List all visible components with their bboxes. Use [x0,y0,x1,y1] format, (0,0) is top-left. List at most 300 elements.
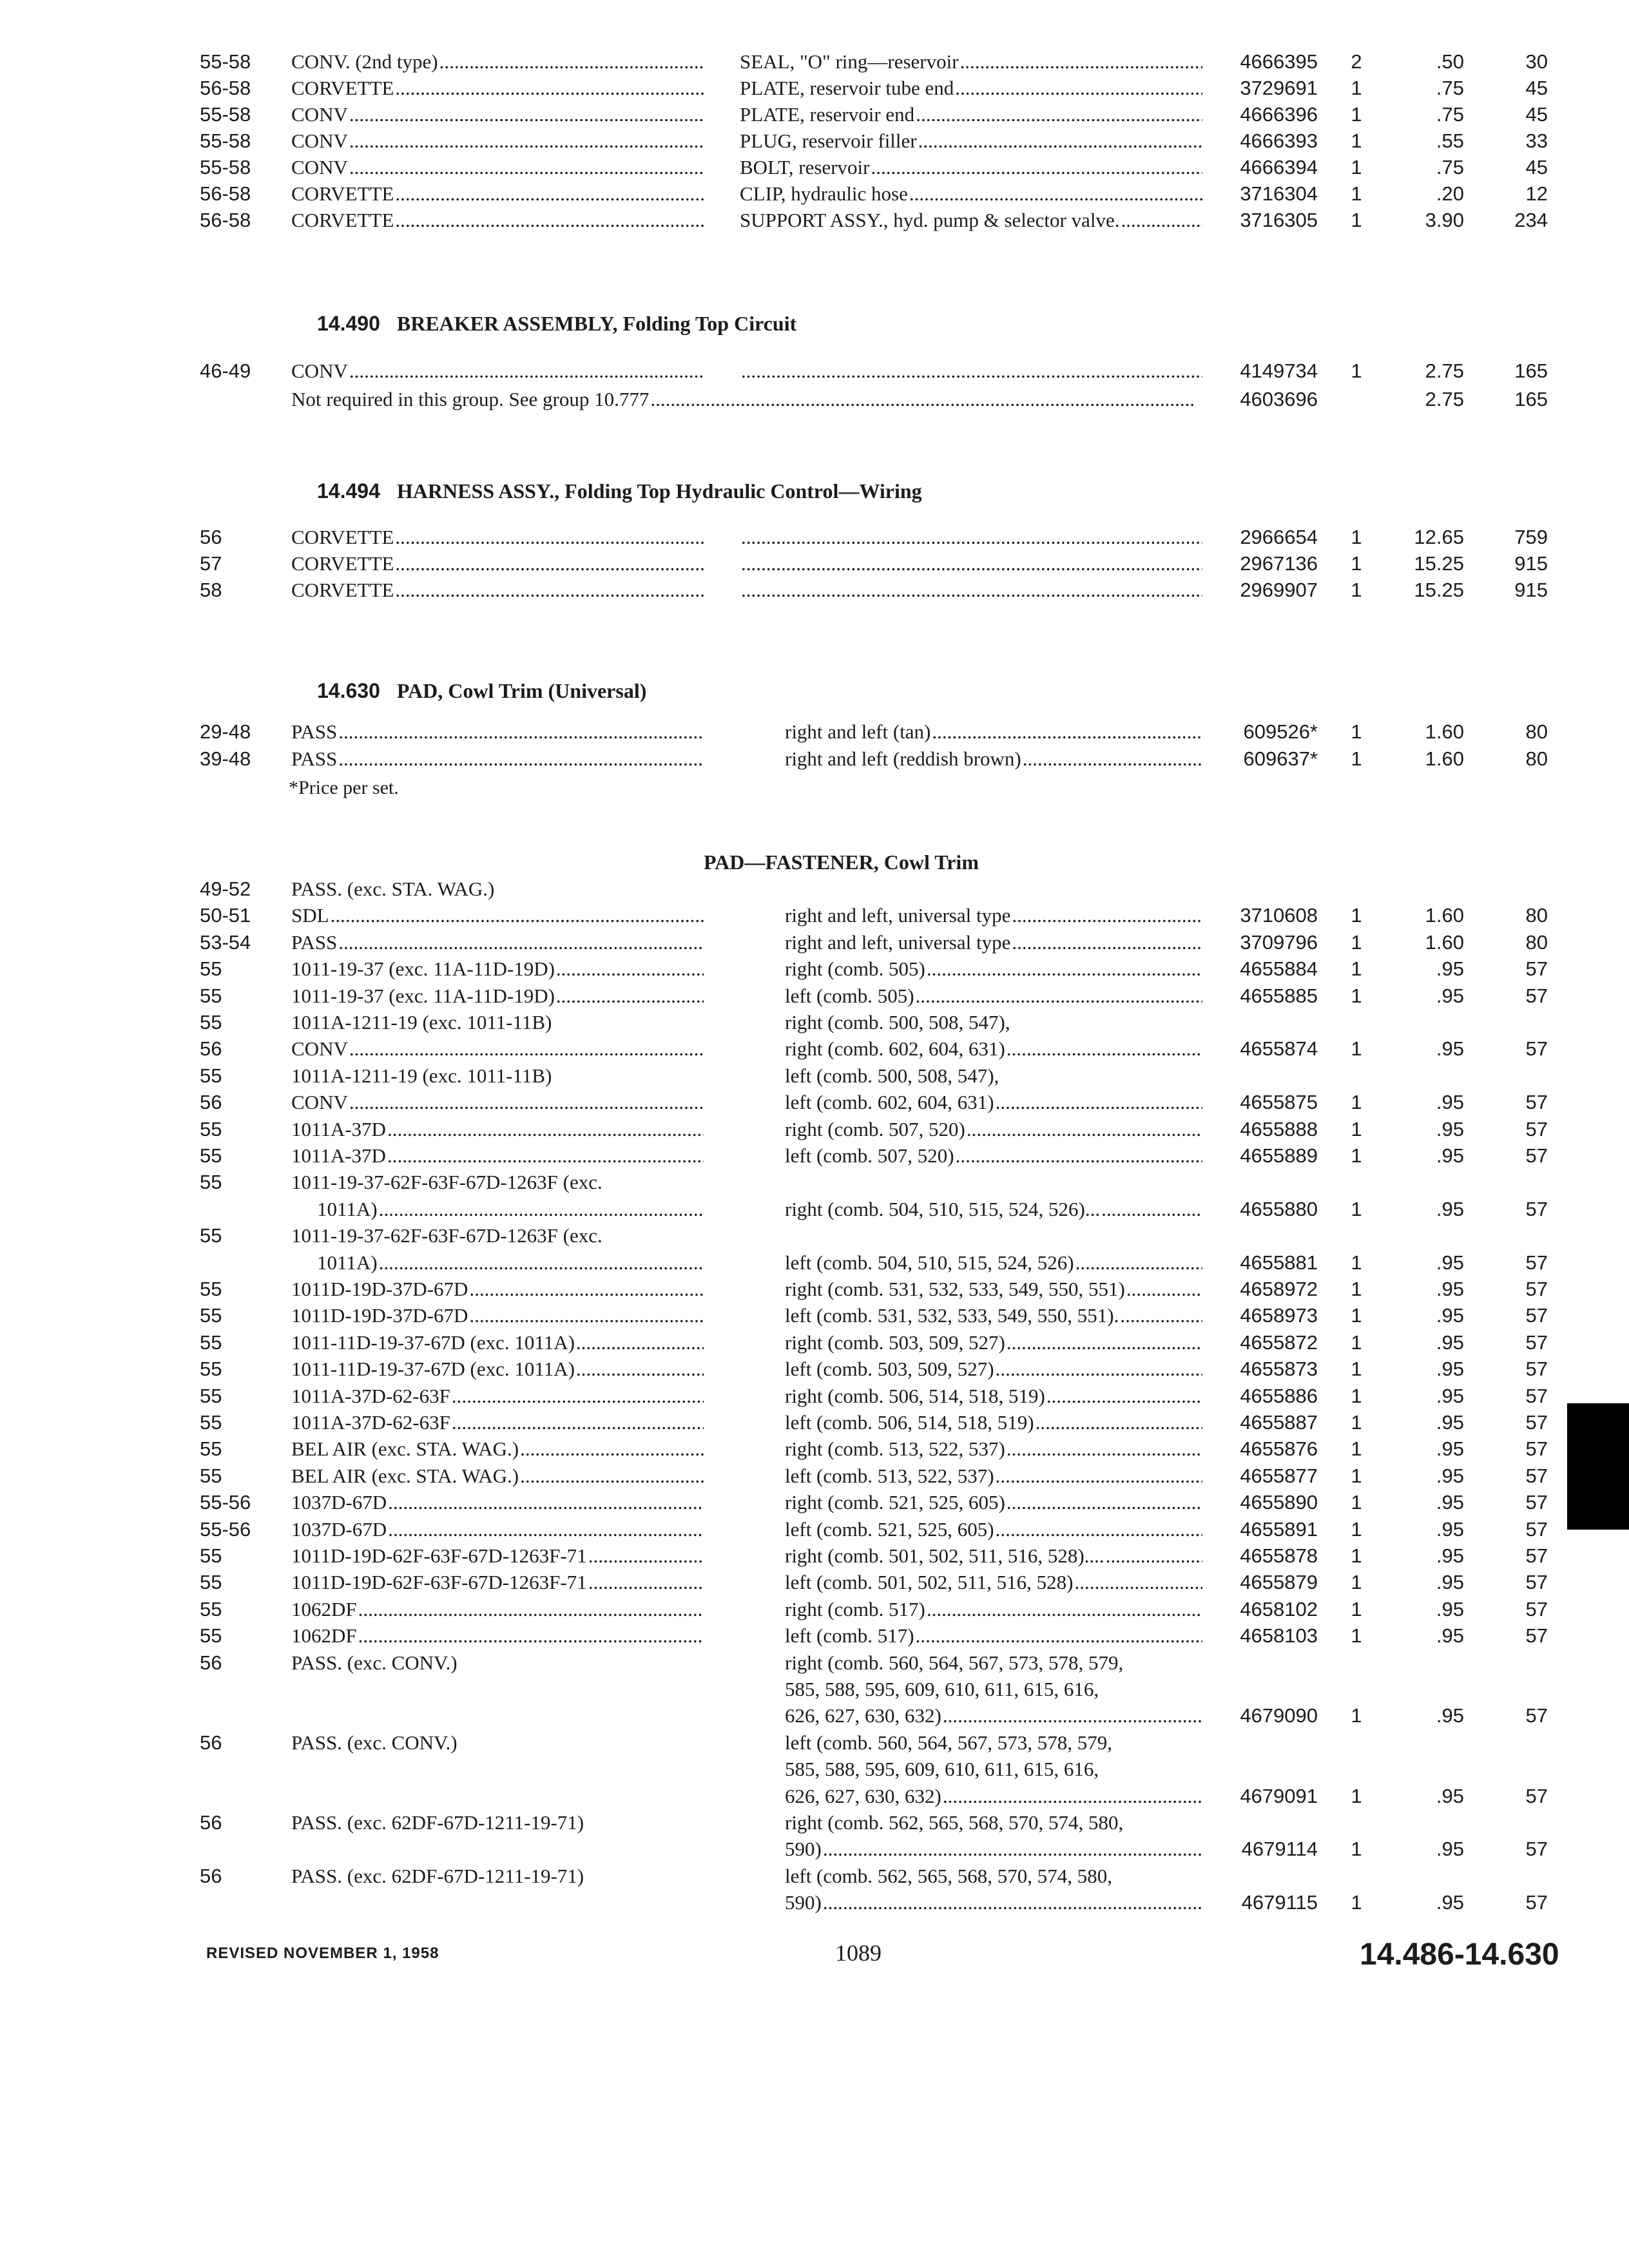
description: left (comb. 521, 525, 605) ..... [785,1517,1202,1542]
table-row [0,358,1629,384]
model-years: 55 [200,1011,222,1033]
section-number: 14.630 [317,679,380,702]
table-row [0,1090,1629,1115]
quantity: 1 [1351,1704,1362,1727]
description [740,551,1202,577]
model-years: 49-52 [200,878,251,900]
quantity: 1 [1351,156,1362,178]
model: 1011A-37D ..... [291,1117,704,1142]
list-price: .95 [1436,1384,1464,1407]
cents-price: 80 [1525,930,1548,954]
part-number: 4666395 [1240,50,1318,73]
description: left (comb. 500, 508, 547), [785,1064,999,1087]
cents-price: 57 [1525,1784,1548,1807]
cents-price: 57 [1525,1597,1548,1620]
quantity: 1 [1351,1384,1362,1407]
part-number: 3710608 [1240,904,1318,927]
model: SDL ..... [291,903,704,928]
cents-price: 57 [1525,1251,1548,1274]
list-price: .95 [1436,1091,1464,1114]
table-row [0,930,1629,956]
quantity: 1 [1351,209,1362,231]
part-number: 4149734 [1240,360,1318,382]
model-years: 39-48 [200,747,251,770]
table-row [0,1276,1629,1302]
table-row [0,1463,1629,1489]
model: PASS ..... [291,930,704,956]
section-title: PAD, Cowl Trim (Universal) [396,679,647,702]
list-price: .95 [1436,984,1464,1007]
model-years: 55-58 [200,130,251,152]
description: right (comb. 507, 520) ..... [785,1117,1202,1142]
model-years: 55 [200,1358,222,1381]
part-number: 4655886 [1240,1384,1318,1407]
quantity: 1 [1351,904,1362,927]
quantity: 1 [1351,984,1362,1007]
description: right and left (tan) ..... [785,719,1202,745]
cents-price: 45 [1525,103,1548,126]
table-row [0,983,1629,1009]
section-heading-14630 [317,678,646,704]
cents-price: 57 [1525,1464,1548,1487]
model: CONV ..... [291,1090,704,1115]
cents-price: 57 [1525,1331,1548,1354]
quantity: 1 [1351,1624,1362,1648]
model-years: 55 [200,1571,222,1594]
description: right (comb. 504, 510, 515, 524, 526)... ..... [785,1196,1202,1222]
quantity: 1 [1351,1411,1362,1434]
model: 1011A-1211-19 (exc. 1011-11B) [291,1064,552,1087]
cents-price: 57 [1525,1838,1548,1861]
quantity: 1 [1351,1597,1362,1620]
quantity: 1 [1351,1838,1362,1861]
model: PASS. (exc. 62DF-67D-1211-19-71) [291,1811,584,1834]
table-row [0,1623,1629,1649]
model-years: 55 [200,957,222,981]
model: 1062DF ..... [291,1623,704,1649]
table-row [0,181,1629,207]
model-years: 53-54 [200,930,251,954]
description: left (comb. 501, 502, 511, 516, 528) ..... [785,1570,1202,1595]
cents-price: 45 [1525,77,1548,99]
list-price: .95 [1436,1331,1464,1354]
quantity: 1 [1351,1464,1362,1487]
part-number: 3716304 [1240,182,1318,205]
description: 585, 588, 595, 609, 610, 611, 615, 616, [785,1678,1099,1700]
description: right (comb. 521, 525, 605) ..... [785,1490,1202,1515]
part-number: 4679114 [1241,1838,1318,1861]
model: 1011A) ..... [317,1196,704,1222]
model-years: 58 [200,579,222,601]
description: left (comb. 503, 509, 527) ..... [785,1356,1202,1382]
description: 626, 627, 630, 632) ..... [785,1783,1202,1809]
model: 1011A) ..... [317,1250,704,1276]
cents-price: 57 [1525,984,1548,1007]
description: left (comb. 560, 564, 567, 573, 578, 579, [785,1731,1113,1754]
quantity: 1 [1351,1278,1362,1300]
quantity: 1 [1351,1891,1362,1914]
cents-price: 57 [1525,1624,1548,1648]
model-years: 55 [200,1437,222,1461]
model: 1011-19-37-62F-63F-67D-1263F (exc. [291,1224,602,1247]
cents-price: 57 [1525,1384,1548,1407]
list-price: 15.25 [1414,579,1464,601]
model: CONV ..... [291,358,704,384]
list-price: .95 [1436,1464,1464,1487]
model: 1062DF ..... [291,1597,704,1622]
model: Not required in this group. See group 10.777 ..... [291,387,1193,412]
description: right (comb. 500, 508, 547), [785,1011,1010,1033]
cents-price: 57 [1525,1197,1548,1220]
table-row [0,956,1629,982]
model: 1037D-67D ..... [291,1490,704,1515]
model-years: 56 [200,1091,222,1114]
table-row [0,49,1629,75]
list-price: 1.60 [1425,720,1464,743]
list-price: .95 [1436,957,1464,981]
table-row [0,1490,1629,1515]
description: left (comb. 506, 514, 518, 519) ..... [785,1410,1202,1436]
model-years: 55 [200,1384,222,1407]
table-row [0,1517,1629,1542]
cents-price: 759 [1514,526,1548,548]
cents-price: 80 [1525,904,1548,927]
part-number: 4655879 [1240,1571,1318,1594]
part-number: 4655876 [1240,1437,1318,1461]
table-row [0,102,1629,128]
model-years: 57 [200,552,222,575]
cents-price: 57 [1525,1091,1548,1114]
part-number: 4655880 [1240,1197,1318,1220]
table-row [0,1677,1629,1702]
group-range: 14.486-14.630 [1360,1937,1559,1972]
part-number: 4655873 [1240,1358,1318,1381]
list-price: 2.75 [1425,388,1464,410]
description: PLATE, reservoir tube end ..... [740,75,1202,101]
list-price: .75 [1436,77,1464,99]
model-years: 56 [200,1651,222,1674]
quantity: 1 [1351,526,1362,548]
description [740,524,1202,550]
model: 1011D-19D-37D-67D ..... [291,1276,704,1302]
list-price: .95 [1436,1304,1464,1327]
model: CORVETTE ..... [291,181,704,207]
price-note: *Price per set. [289,777,399,798]
description: 626, 627, 630, 632) ..... [785,1703,1202,1729]
part-number: 4658102 [1240,1597,1318,1620]
table-row [0,719,1629,745]
model-years: 55-58 [200,156,251,178]
part-number: 4679115 [1241,1891,1318,1914]
quantity: 1 [1351,1197,1362,1220]
cents-price: 57 [1525,1571,1548,1594]
part-number: 4655890 [1240,1491,1318,1514]
part-number: 4658972 [1240,1278,1318,1300]
model: PASS ..... [291,746,704,772]
table-row [0,1410,1629,1436]
model-years: 46-49 [200,360,251,382]
description: right (comb. 513, 522, 537) ..... [785,1436,1202,1462]
cents-price: 45 [1525,156,1548,178]
list-price: .95 [1436,1517,1464,1541]
quantity: 1 [1351,1517,1362,1541]
part-number: 609526* [1243,720,1318,743]
model-years: 55 [200,1411,222,1434]
list-price: .95 [1436,1358,1464,1381]
part-number: 4666394 [1240,156,1318,178]
list-price: .95 [1436,1251,1464,1274]
model-years: 55 [200,1278,222,1300]
model-years: 55 [200,1144,222,1167]
list-price: .95 [1436,1437,1464,1461]
list-price: .95 [1436,1891,1464,1914]
cents-price: 915 [1514,552,1548,575]
cents-price: 80 [1525,747,1548,770]
table-row [0,75,1629,101]
cents-price: 57 [1525,1037,1548,1061]
model: BEL AIR (exc. STA. WAG.) ..... [291,1463,704,1489]
list-price: .95 [1436,1144,1464,1167]
list-price: .95 [1436,1838,1464,1861]
part-number: 4655885 [1240,984,1318,1007]
list-price: .95 [1436,1571,1464,1594]
table-row [0,876,1629,902]
table-row [0,1143,1629,1169]
description: right (comb. 505) ..... [785,956,1202,982]
description: right (comb. 501, 502, 511, 516, 528).... ..... [785,1543,1202,1569]
model: CORVETTE ..... [291,207,704,233]
model-years: 55-56 [200,1491,251,1514]
quantity: 1 [1351,1571,1362,1594]
part-number: 2966654 [1240,526,1318,548]
model-years: 56 [200,1864,222,1887]
model-years: 56-58 [200,209,251,231]
part-number: 4679090 [1240,1704,1318,1727]
model: PASS. (exc. CONV.) [291,1651,458,1674]
cents-price: 57 [1525,1358,1548,1381]
quantity: 1 [1351,1331,1362,1354]
model: 1011A-37D ..... [291,1143,704,1169]
table-row [0,1223,1629,1249]
list-price: .95 [1436,1278,1464,1300]
table-row [0,1196,1629,1222]
description [740,358,1202,384]
quantity: 1 [1351,1251,1362,1274]
table-row [0,1703,1629,1729]
cents-price: 165 [1514,388,1548,410]
model: 1037D-67D ..... [291,1517,704,1542]
list-price: .95 [1436,1411,1464,1434]
model: BEL AIR (exc. STA. WAG.) ..... [291,1436,704,1462]
model-years: 56 [200,1731,222,1754]
description: right (comb. 531, 532, 533, 549, 550, 551) ..... [785,1276,1202,1302]
model: CONV ..... [291,128,704,154]
part-number: 3716305 [1240,209,1318,231]
quantity: 1 [1351,1358,1362,1381]
quantity: 1 [1351,747,1362,770]
list-price: .95 [1436,1037,1464,1061]
description: right (comb. 506, 514, 518, 519) ..... [785,1383,1202,1409]
model-years: 55 [200,1544,222,1567]
quantity: 1 [1351,579,1362,601]
cents-price: 30 [1525,50,1548,73]
quantity: 1 [1351,1784,1362,1807]
table-row [0,1836,1629,1862]
section-heading-14494 [317,478,922,504]
model-years: 55 [200,1304,222,1327]
part-number: 4655874 [1240,1037,1318,1061]
list-price: .95 [1436,1597,1464,1620]
cents-price: 165 [1514,360,1548,382]
model-years: 50-51 [200,904,251,927]
model: CONV ..... [291,155,704,180]
model-years: 55 [200,1171,222,1194]
table-row [0,1543,1629,1569]
part-number: 2969907 [1240,579,1318,601]
part-number: 3709796 [1240,930,1318,954]
table-row [0,128,1629,154]
description: left (comb. 504, 510, 515, 524, 526) ..... [785,1250,1202,1276]
model: PASS. (exc. STA. WAG.) [291,878,495,900]
model-years: 55 [200,1597,222,1620]
model-years: 55-58 [200,50,251,73]
model: CORVETTE ..... [291,524,704,550]
quantity: 1 [1351,1304,1362,1327]
model: CONV ..... [291,102,704,128]
cents-price: 57 [1525,1278,1548,1300]
description: left (comb. 517) ..... [785,1623,1202,1649]
quantity: 1 [1351,1437,1362,1461]
table-row [0,1330,1629,1356]
model: CORVETTE ..... [291,551,704,577]
model: PASS. (exc. CONV.) [291,1731,458,1754]
cents-price: 57 [1525,1304,1548,1327]
table-row [0,1303,1629,1329]
list-price: .50 [1436,50,1464,73]
list-price: .75 [1436,156,1464,178]
quantity: 1 [1351,103,1362,126]
quantity: 1 [1351,1491,1362,1514]
quantity: 1 [1351,360,1362,382]
table-row [0,1169,1629,1195]
description: left (comb. 602, 604, 631) ..... [785,1090,1202,1115]
quantity: 1 [1351,930,1362,954]
description [740,577,1202,603]
list-price: .95 [1436,1784,1464,1807]
description: left (comb. 531, 532, 533, 549, 550, 551). ..... [785,1303,1202,1329]
model: 1011-19-37 (exc. 11A-11D-19D) ..... [291,983,704,1009]
table-row [0,577,1629,603]
model: CORVETTE ..... [291,577,704,603]
list-price: 2.75 [1425,360,1464,382]
cents-price: 57 [1525,957,1548,981]
quantity: 1 [1351,1144,1362,1167]
quantity: 1 [1351,130,1362,152]
description: right (comb. 517) ..... [785,1597,1202,1622]
table-row [0,1383,1629,1409]
model: CORVETTE ..... [291,75,704,101]
model: 1011D-19D-37D-67D ..... [291,1303,704,1329]
table-row [0,524,1629,550]
section-title: BREAKER ASSEMBLY, Folding Top Circuit [396,312,797,335]
model: 1011-19-37-62F-63F-67D-1263F (exc. [291,1171,602,1194]
part-number: 4655884 [1240,957,1318,981]
cents-price: 57 [1525,1544,1548,1567]
list-price: 12.65 [1414,526,1464,548]
description: 590) ..... [785,1836,1202,1862]
part-number: 4666393 [1240,130,1318,152]
description: right (comb. 602, 604, 631) ..... [785,1036,1202,1062]
cents-price: 57 [1525,1411,1548,1434]
table-row [0,1436,1629,1462]
part-number: 4603696 [1240,388,1318,410]
section-number: 14.494 [317,479,380,503]
cents-price: 915 [1514,579,1548,601]
description: SEAL, "O" ring—reservoir ..... [740,49,1202,75]
table-row [0,746,1629,772]
description: left (comb. 505) ..... [785,983,1202,1009]
list-price: 1.60 [1425,904,1464,927]
model-years: 56 [200,1037,222,1061]
description: SUPPORT ASSY., hyd. pump & selector valve. ..... [740,207,1202,233]
list-price: .95 [1436,1197,1464,1220]
list-price: .75 [1436,103,1464,126]
table-row [0,155,1629,180]
model-years: 55 [200,1331,222,1354]
revised-date: REVISED NOVEMBER 1, 1958 [206,1945,439,1962]
cents-price: 57 [1525,1117,1548,1140]
part-number: 4655878 [1240,1544,1318,1567]
list-price: 3.90 [1425,209,1464,231]
table-row [0,387,1629,412]
model: 1011A-37D-62-63F ..... [291,1410,704,1436]
cents-price: 57 [1525,1704,1548,1727]
model-years: 56-58 [200,182,251,205]
part-number: 4679091 [1240,1784,1318,1807]
model-years: 29-48 [200,720,251,743]
section-heading-pad-fastener [704,849,979,875]
section-heading-14490 [317,311,796,336]
table-row [0,1783,1629,1809]
model: PASS. (exc. 62DF-67D-1211-19-71) [291,1864,584,1887]
list-price: .20 [1436,182,1464,205]
model-years: 55 [200,1464,222,1487]
model: 1011-19-37 (exc. 11A-11D-19D) ..... [291,956,704,982]
part-number: 4658103 [1240,1624,1318,1648]
quantity: 1 [1351,552,1362,575]
table-row [0,1570,1629,1595]
list-price: 1.60 [1425,930,1464,954]
section-title: PAD—FASTENER, Cowl Trim [704,850,979,874]
cents-price: 12 [1525,182,1548,205]
model-years: 55 [200,1224,222,1247]
description: right and left, universal type ..... [785,930,1202,956]
table-row [0,1597,1629,1622]
part-number: 4655875 [1240,1091,1318,1114]
list-price: .95 [1436,1544,1464,1567]
table-row [0,551,1629,577]
model: 1011D-19D-62F-63F-67D-1263F-71 ..... [291,1570,704,1595]
quantity: 1 [1351,77,1362,99]
model: 1011A-1211-19 (exc. 1011-11B) [291,1011,552,1033]
part-number: 4655877 [1240,1464,1318,1487]
part-number: 4655891 [1240,1517,1318,1541]
list-price: .55 [1436,130,1464,152]
description: 585, 588, 595, 609, 610, 611, 615, 616, [785,1758,1099,1781]
list-price: .95 [1436,1624,1464,1648]
description: PLATE, reservoir end ..... [740,102,1202,128]
table-row [0,1756,1629,1782]
